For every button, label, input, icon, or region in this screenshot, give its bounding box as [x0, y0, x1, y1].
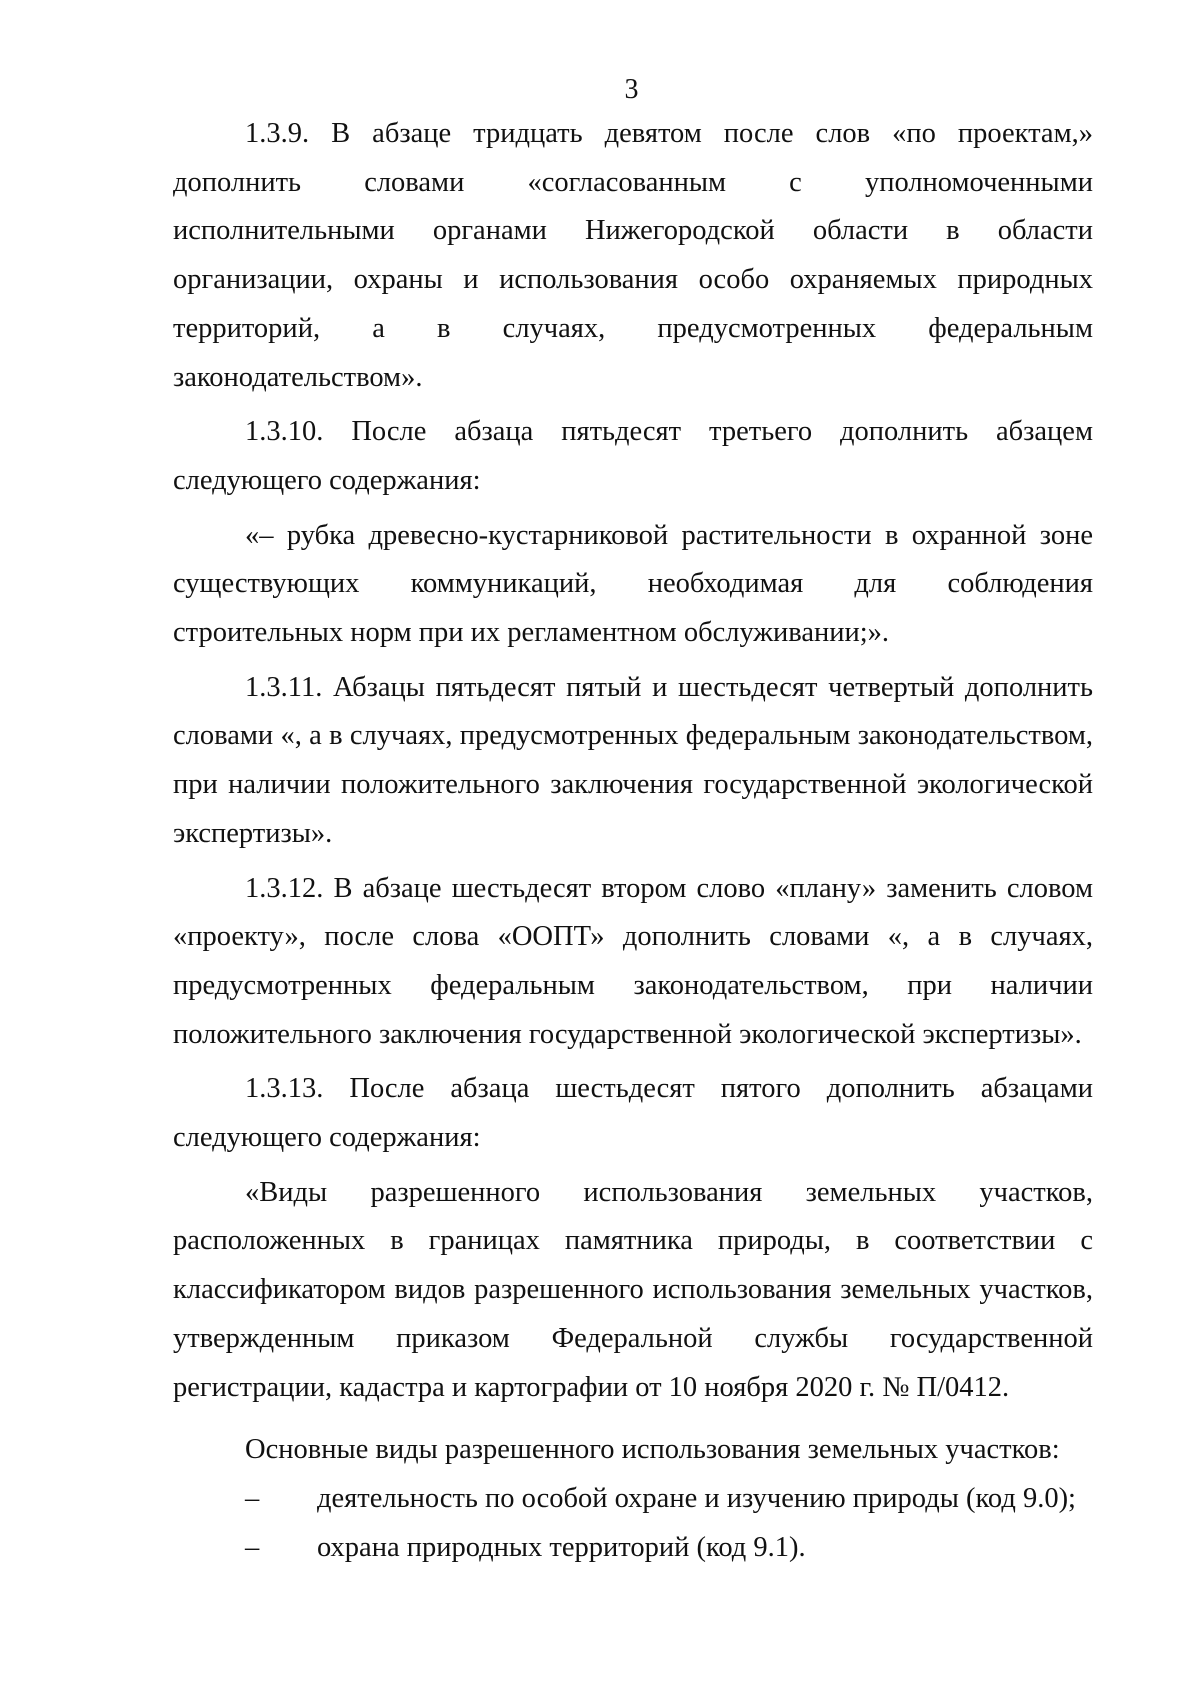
list-item-text: деятельность по особой охране и изучению природы (код 9.0); [317, 1482, 1076, 1514]
paragraph-quote-cutting: «– рубка древесно-кустарниковой растительности в охранной зоне существующих коммуникаций, необходимая для соблюдения строительных норм при их регламентном обслуживании;». [173, 519, 1093, 649]
list-dash: – [245, 1482, 260, 1514]
paragraph-1-3-12: 1.3.12. В абзаце шестьдесят втором слово «плану» заменить словом «проекту», после слова «ООПТ» дополнить словами «, а в случаях, предусмотренных федеральным законодательством, при наличии положительного заключения государственной экологической экспертизы». [173, 872, 1093, 1050]
paragraph-1-3-13: 1.3.13. После абзаца шестьдесят пятого дополнить абзацами следующего содержания: [173, 1073, 1093, 1154]
list-item [173, 1475, 1093, 1524]
paragraph-land-use-types: «Виды разрешенного использования земельных участков, расположенных в границах памятника природы, в соответствии с классификатором видов разрешенного использования земельных участков, утвержденным приказом Федеральной службы государственной регистрации, кадастра и картографии от 10 ноября 2020 г. № П/0412. [173, 1176, 1093, 1403]
page-number: 3 [624, 74, 639, 105]
document-body [173, 110, 1093, 1572]
paragraph-1-3-9: 1.3.9. В абзаце тридцать девятом после слов «по проектам,» дополнить словами «согласованным с уполномоченными исполнительными органами Нижегородской области в области организации, охраны и использования особо охраняемых природных территорий, а в случаях, предусмотренных федеральным законодательством». [173, 118, 1093, 393]
list-item-text: охрана природных территорий (код 9.1). [317, 1531, 806, 1563]
list-item [173, 1524, 1093, 1573]
paragraph-1-3-11: 1.3.11. Абзацы пятьдесят пятый и шестьдесят четвертый дополнить словами «, а в случаях, предусмотренных федеральным законодательством, при наличии положительного заключения государственной экологической экспертизы». [173, 671, 1093, 849]
paragraph-main-types-heading: Основные виды разрешенного использования земельных участков: [245, 1434, 1060, 1466]
paragraph-1-3-10: 1.3.10. После абзаца пятьдесят третьего дополнить абзацем следующего содержания: [173, 416, 1093, 496]
list-dash: – [245, 1531, 260, 1563]
